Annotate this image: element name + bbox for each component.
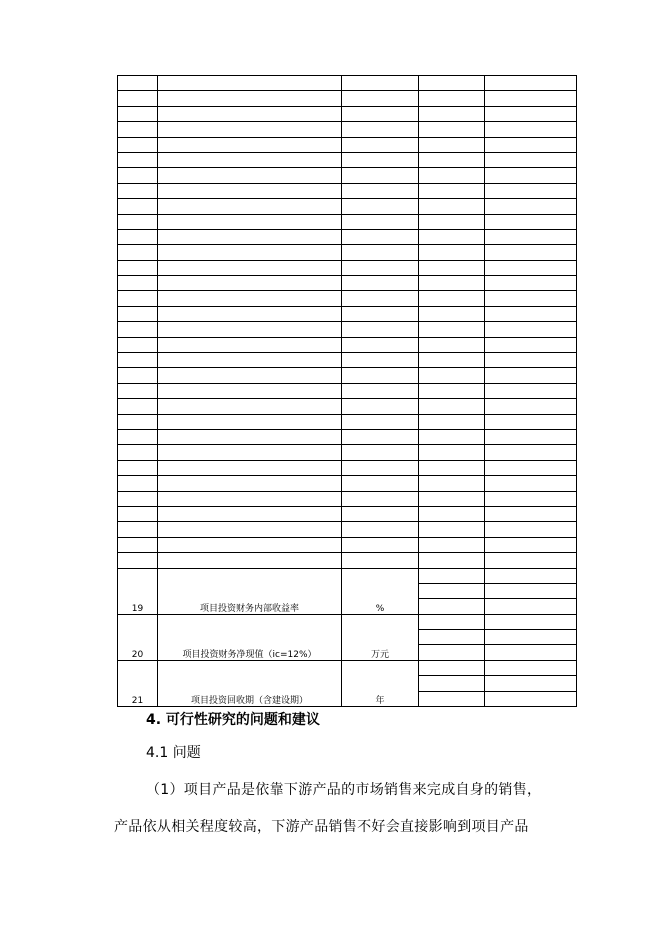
table-row — [118, 506, 577, 521]
table-cell — [158, 122, 342, 137]
table-row — [118, 106, 577, 121]
table-cell — [158, 368, 342, 383]
table-cell-item: 项目投资财务内部收益率 — [158, 568, 342, 614]
table-body — [118, 76, 577, 707]
table-cell — [419, 522, 485, 537]
table-cell — [118, 229, 158, 244]
table-row — [118, 245, 577, 260]
table-row — [118, 383, 577, 398]
table-cell — [419, 291, 485, 306]
table-cell — [485, 506, 577, 521]
table-cell — [419, 460, 485, 475]
table-cell — [419, 276, 485, 291]
table-cell — [485, 322, 577, 337]
table-row — [118, 353, 577, 368]
table-cell — [485, 383, 577, 398]
table-cell — [485, 645, 577, 660]
table-cell — [342, 245, 419, 260]
table-cell — [419, 476, 485, 491]
paragraph-line-2: 产品依从相关程度较高，下游产品销售不好会直接影响到项目产品 — [114, 819, 529, 835]
table-cell-item: 项目投资财务净现值（iс=12%） — [158, 614, 342, 660]
table-cell — [342, 337, 419, 352]
table-cell — [118, 322, 158, 337]
table-row — [118, 168, 577, 183]
table-row — [118, 660, 577, 675]
table-cell — [118, 476, 158, 491]
table-cell — [419, 568, 485, 583]
table-cell — [485, 291, 577, 306]
table-cell — [118, 353, 158, 368]
table-cell — [485, 214, 577, 229]
table-row — [118, 91, 577, 106]
table-row — [118, 152, 577, 167]
table-cell — [158, 183, 342, 198]
table-cell — [419, 322, 485, 337]
table-cell — [419, 445, 485, 460]
table-cell — [118, 260, 158, 275]
table-cell — [342, 152, 419, 167]
table-cell — [485, 368, 577, 383]
table-cell — [158, 522, 342, 537]
table-row — [118, 537, 577, 552]
table-cell — [158, 445, 342, 460]
table-cell — [419, 630, 485, 645]
table-cell — [485, 445, 577, 460]
table-row — [118, 199, 577, 214]
table-cell-no: 21 — [118, 660, 158, 706]
table-cell — [419, 183, 485, 198]
table-cell — [485, 414, 577, 429]
table-row — [118, 322, 577, 337]
table-cell — [419, 553, 485, 568]
table-cell — [419, 645, 485, 660]
table-cell — [485, 199, 577, 214]
table-cell-no: 20 — [118, 614, 158, 660]
table-cell — [118, 76, 158, 91]
table-cell — [419, 137, 485, 152]
table-cell — [419, 583, 485, 598]
table-cell — [419, 152, 485, 167]
table-cell — [118, 214, 158, 229]
section-heading: 4. 可行性研究的问题和建议 — [146, 712, 320, 728]
table-cell — [485, 168, 577, 183]
table-cell — [342, 460, 419, 475]
table-cell — [485, 537, 577, 552]
table-cell — [419, 368, 485, 383]
table-cell — [419, 676, 485, 691]
table-cell-unit: 万元 — [342, 614, 419, 660]
table-cell — [419, 337, 485, 352]
table-cell — [158, 106, 342, 121]
table-cell — [342, 445, 419, 460]
table-cell — [342, 506, 419, 521]
table-cell — [419, 399, 485, 414]
table-cell — [158, 152, 342, 167]
table-cell — [342, 306, 419, 321]
table-cell — [118, 445, 158, 460]
table-cell — [158, 383, 342, 398]
table-cell — [118, 137, 158, 152]
table-row — [118, 337, 577, 352]
table-cell — [342, 537, 419, 552]
table-cell — [342, 106, 419, 121]
table-cell — [118, 399, 158, 414]
table-cell — [485, 353, 577, 368]
table-row — [118, 137, 577, 152]
table-cell — [118, 199, 158, 214]
table-cell — [118, 91, 158, 106]
table-cell — [118, 460, 158, 475]
table-cell — [419, 537, 485, 552]
table-cell — [419, 214, 485, 229]
table-row — [118, 229, 577, 244]
table-cell — [485, 76, 577, 91]
table-cell — [342, 414, 419, 429]
table-cell — [419, 691, 485, 706]
table-row — [118, 183, 577, 198]
table-row — [118, 568, 577, 583]
table-cell — [158, 399, 342, 414]
table-row — [118, 306, 577, 321]
table-cell — [485, 583, 577, 598]
table-cell — [419, 429, 485, 444]
table-cell — [118, 537, 158, 552]
table-cell — [342, 322, 419, 337]
table-cell — [158, 537, 342, 552]
table-cell — [342, 353, 419, 368]
table-row — [118, 76, 577, 91]
table-cell — [419, 414, 485, 429]
table-cell — [485, 676, 577, 691]
table-cell — [485, 614, 577, 629]
table-cell — [158, 137, 342, 152]
table-cell — [158, 276, 342, 291]
table-cell-unit: % — [342, 568, 419, 614]
table-cell-no: 19 — [118, 568, 158, 614]
table-cell — [158, 168, 342, 183]
table-cell — [158, 245, 342, 260]
table-cell — [419, 260, 485, 275]
table-cell — [158, 260, 342, 275]
table-cell — [342, 553, 419, 568]
table-cell — [158, 429, 342, 444]
table-cell — [485, 306, 577, 321]
table-cell — [419, 383, 485, 398]
data-table — [117, 75, 577, 707]
table-cell — [118, 183, 158, 198]
table-cell — [118, 337, 158, 352]
table-cell — [158, 476, 342, 491]
table-cell — [419, 245, 485, 260]
table-cell — [118, 414, 158, 429]
table-cell — [342, 276, 419, 291]
table-row — [118, 399, 577, 414]
table-cell — [419, 599, 485, 614]
table-cell — [485, 137, 577, 152]
table-row — [118, 368, 577, 383]
table-cell — [419, 614, 485, 629]
table-cell — [342, 368, 419, 383]
table-cell — [118, 368, 158, 383]
table-cell — [419, 122, 485, 137]
table-cell — [485, 260, 577, 275]
table-cell — [419, 91, 485, 106]
table-cell — [118, 522, 158, 537]
table-cell — [118, 383, 158, 398]
table-cell — [158, 506, 342, 521]
table-cell — [158, 414, 342, 429]
table-cell — [342, 214, 419, 229]
table-row — [118, 445, 577, 460]
table-cell — [158, 553, 342, 568]
table-cell — [419, 353, 485, 368]
table-cell — [485, 276, 577, 291]
table-cell — [118, 306, 158, 321]
data-table-container — [117, 75, 577, 707]
table-cell — [485, 660, 577, 675]
table-cell — [419, 506, 485, 521]
table-cell — [419, 660, 485, 675]
table-cell — [485, 522, 577, 537]
table-cell — [419, 199, 485, 214]
table-cell — [342, 76, 419, 91]
table-cell — [485, 183, 577, 198]
table-cell — [158, 291, 342, 306]
table-cell — [342, 399, 419, 414]
table-cell — [158, 91, 342, 106]
table-cell — [118, 491, 158, 506]
table-cell — [158, 214, 342, 229]
table-cell — [158, 491, 342, 506]
table-row — [118, 291, 577, 306]
table-cell — [118, 553, 158, 568]
table-cell — [342, 291, 419, 306]
table-cell — [419, 168, 485, 183]
table-row — [118, 460, 577, 475]
table-cell — [419, 491, 485, 506]
table-cell — [158, 460, 342, 475]
table-cell-item: 项目投资回收期（含建设期） — [158, 660, 342, 706]
table-cell — [485, 106, 577, 121]
table-cell — [118, 276, 158, 291]
table-cell — [118, 429, 158, 444]
table-row — [118, 214, 577, 229]
table-row — [118, 491, 577, 506]
table-cell — [485, 337, 577, 352]
table-cell — [158, 229, 342, 244]
table-cell — [342, 429, 419, 444]
table-cell — [342, 183, 419, 198]
table-cell — [342, 199, 419, 214]
table-cell — [158, 306, 342, 321]
table-row — [118, 429, 577, 444]
table-cell — [158, 199, 342, 214]
table-cell — [485, 476, 577, 491]
table-cell — [419, 76, 485, 91]
table-cell — [342, 383, 419, 398]
table-cell — [419, 106, 485, 121]
table-row — [118, 553, 577, 568]
table-cell-unit: 年 — [342, 660, 419, 706]
table-cell — [342, 491, 419, 506]
paragraph-line-1: （1）项目产品是依靠下游产品的市场销售来完成自身的销售， — [146, 782, 542, 798]
table-cell — [485, 553, 577, 568]
table-cell — [485, 152, 577, 167]
table-cell — [342, 260, 419, 275]
table-row — [118, 414, 577, 429]
table-cell — [118, 506, 158, 521]
table-cell — [118, 245, 158, 260]
table-cell — [118, 291, 158, 306]
table-cell — [485, 229, 577, 244]
table-cell — [485, 630, 577, 645]
table-row — [118, 614, 577, 629]
table-cell — [158, 322, 342, 337]
table-cell — [158, 353, 342, 368]
table-cell — [419, 306, 485, 321]
table-cell — [485, 399, 577, 414]
table-cell — [485, 91, 577, 106]
table-row — [118, 260, 577, 275]
table-cell — [118, 168, 158, 183]
table-cell — [485, 245, 577, 260]
table-cell — [118, 152, 158, 167]
table-cell — [342, 522, 419, 537]
section-subheading: 4.1 问题 — [146, 745, 201, 761]
table-cell — [118, 122, 158, 137]
table-cell — [158, 76, 342, 91]
table-cell — [485, 491, 577, 506]
table-cell — [485, 568, 577, 583]
table-row — [118, 476, 577, 491]
table-cell — [485, 460, 577, 475]
table-cell — [342, 229, 419, 244]
table-cell — [485, 122, 577, 137]
table-row — [118, 276, 577, 291]
table-cell — [342, 91, 419, 106]
table-cell — [485, 429, 577, 444]
table-row — [118, 122, 577, 137]
table-cell — [342, 476, 419, 491]
table-cell — [342, 168, 419, 183]
table-cell — [342, 137, 419, 152]
table-cell — [118, 106, 158, 121]
table-cell — [342, 122, 419, 137]
table-row — [118, 522, 577, 537]
table-cell — [158, 337, 342, 352]
table-cell — [485, 599, 577, 614]
table-cell — [419, 229, 485, 244]
table-cell — [485, 691, 577, 706]
